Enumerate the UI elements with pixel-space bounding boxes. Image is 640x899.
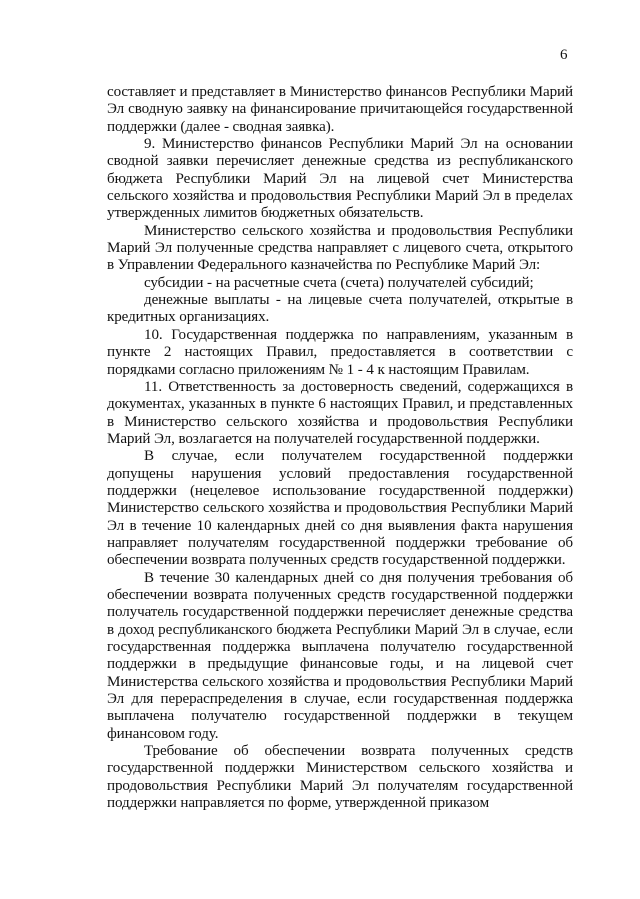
paragraph: Требование об обеспечении возврата полученных средств государственной поддержки Министерством сельского хозяйства и продовольствия Республики Марий Эл получателям государственной поддержки направляется по форме, утвержденной приказом xyxy=(107,743,573,812)
paragraph: денежные выплаты - на лицевые счета получателей, открытые в кредитных организациях. xyxy=(107,292,573,326)
paragraph: 10. Государственная поддержка по направлениям, указанным в пункте 2 настоящих Правил, предоставляется в соответствии с порядками согласно приложениям № 1 - 4 к настоящим Правилам. xyxy=(107,326,573,378)
paragraph: 9. Министерство финансов Республики Марий Эл на основании сводной заявки перечисляет денежные средства из республиканского бюджета Республики Марий Эл на лицевой счет Министерства сельского хозяйства и продовольствия Республики Марий Эл в пределах утвержденных лимитов бюджетных обязательств. xyxy=(107,136,573,222)
paragraph: субсидии - на расчетные счета (счета) получателей субсидий; xyxy=(144,274,534,291)
paragraph: В случае, если получателем государственной поддержки допущены нарушения условий предоставления государственной поддержки (нецелевое использование государственной поддержки) Министерство сельского хозяйства и продовольствия Республики Марий Эл в течение 10 календарных дней со дня выявления факта нарушения направляет получателям государственной поддержки требование об обеспечении возврата полученных средств государственной поддержки. xyxy=(107,448,573,569)
page-number: 6 xyxy=(560,47,568,63)
paragraph: 11. Ответственность за достоверность сведений, содержащихся в документах, указанных в пункте 6 настоящих Правил, и представленных в Министерство сельского хозяйства и продовольствия Республики Марий Эл, возлагается на получателей государственной поддержки. xyxy=(107,378,573,447)
paragraph: составляет и представляет в Министерство финансов Республики Марий Эл сводную заявку на финансирование причитающейся государственной поддержки (далее - сводная заявка). xyxy=(107,84,573,135)
document-body xyxy=(107,84,573,812)
paragraph: В течение 30 календарных дней со дня получения требования об обеспечении возврата полученных средств государственной поддержки получатель государственной поддержки перечисляет денежные средства в доход республиканского бюджета Республики Марий Эл в случае, если государственная поддержка выплачена получателю государственной поддержки в предыдущие финансовые годы, и на лицевой счет Министерства сельского хозяйства и продовольствия Республики Марий Эл для перераспределения в случае, если государственная поддержка выплачена получателю государственной поддержки в текущем финансовом году. xyxy=(107,569,573,742)
paragraph: Министерство сельского хозяйства и продовольствия Республики Марий Эл полученные средства направляет с лицевого счета, открытого в Управлении Федерального казначейства по Республике Марий Эл: xyxy=(107,222,573,274)
